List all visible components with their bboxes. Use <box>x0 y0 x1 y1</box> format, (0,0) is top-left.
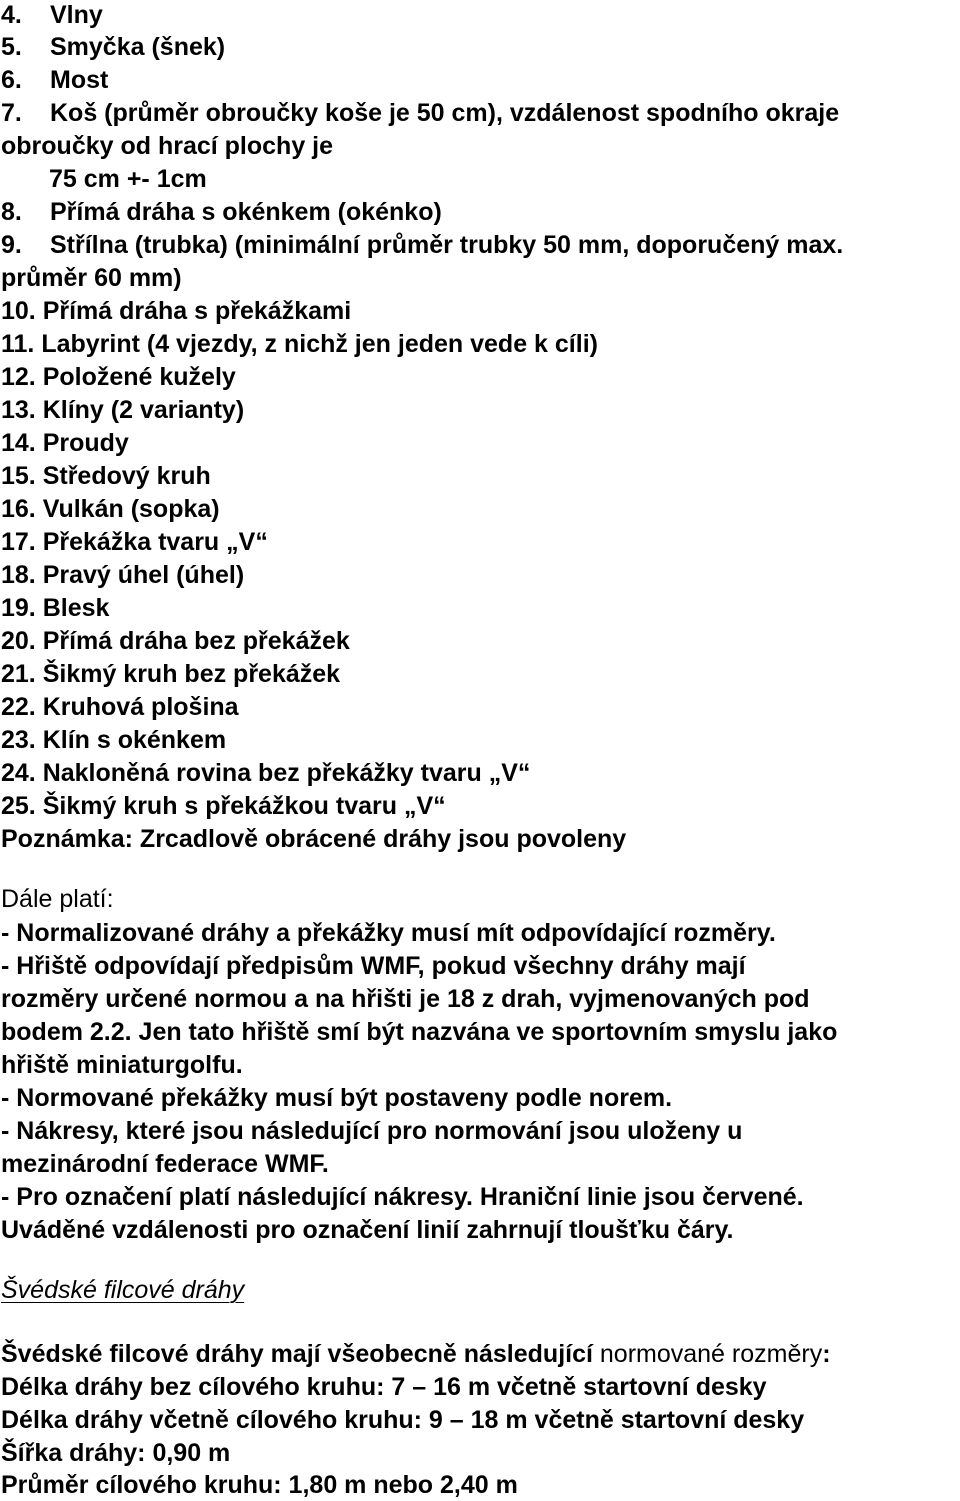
section-heading: Švédské filcové dráhy <box>1 1276 245 1304</box>
list-item-continuation: průměr 60 mm) <box>1 264 182 292</box>
rule-line: - Pro označení platí následující nákresy. Hraniční linie jsou červené. <box>1 1183 804 1211</box>
list-item: 12. Položené kužely <box>1 363 236 391</box>
list-item: 22. Kruhová plošina <box>1 693 239 721</box>
swedish-intro: Švédské filcové dráhy mají všeobecně následující normované rozměry: <box>1 1340 831 1368</box>
list-item: 17. Překážka tvaru „V“ <box>1 528 268 556</box>
rule-line: mezinárodní federace WMF. <box>1 1150 329 1178</box>
list-item: 7. Koš (průměr obroučky koše je 50 cm), vzdálenost spodního okraje <box>1 99 840 127</box>
list-item: 13. Klíny (2 varianty) <box>1 396 245 424</box>
spec-line: Průměr cílového kruhu: 1,80 m nebo 2,40 m <box>1 1471 518 1499</box>
rule-line: bodem 2.2. Jen tato hřiště smí být nazvána ve sportovním smyslu jako <box>1 1018 838 1046</box>
rule-line: - Nákresy, které jsou následující pro normování jsou uloženy u <box>1 1117 743 1145</box>
rule-line: - Normalizované dráhy a překážky musí mít odpovídající rozměry. <box>1 919 776 947</box>
rule-line: rozměry určené normou a na hřišti je 18 z drah, vyjmenovaných pod <box>1 985 810 1013</box>
rule-line: - Normované překážky musí být postaveny podle norem. <box>1 1084 673 1112</box>
spec-line: Délka dráhy včetně cílového kruhu: 9 – 18 m včetně startovní desky <box>1 1406 805 1434</box>
list-item: 15. Středový kruh <box>1 462 211 490</box>
rule-line: hřiště miniaturgolfu. <box>1 1051 243 1079</box>
list-item: 16. Vulkán (sopka) <box>1 495 220 523</box>
list-item: 14. Proudy <box>1 429 129 457</box>
further-heading: Dále platí: <box>1 885 114 913</box>
list-item: 8. Přímá dráha s okénkem (okénko) <box>1 198 442 226</box>
rule-line: Uváděné vzdálenosti pro označení linií zahrnují tloušťku čáry. <box>1 1216 734 1244</box>
list-item: 24. Nakloněná rovina bez překážky tvaru „V“ <box>1 759 531 787</box>
list-item: 6. Most <box>1 66 109 94</box>
list-item: 25. Šikmý kruh s překážkou tvaru „V“ <box>1 792 446 820</box>
note-text: Poznámka: Zrcadlově obrácené dráhy jsou povoleny <box>1 825 627 853</box>
list-item: 20. Přímá dráha bez překážek <box>1 627 350 655</box>
list-item: 4. Vlny <box>1 1 103 29</box>
list-item: 10. Přímá dráha s překážkami <box>1 297 352 325</box>
list-item: 23. Klín s okénkem <box>1 726 227 754</box>
list-item: 5. Smyčka (šnek) <box>1 33 226 61</box>
list-item-continuation: 75 cm +- 1cm <box>49 165 207 193</box>
spec-line: Šířka dráhy: 0,90 m <box>1 1439 231 1467</box>
list-item: 11. Labyrint (4 vjezdy, z nichž jen jeden vede k cíli) <box>1 330 598 358</box>
list-item: 19. Blesk <box>1 594 110 622</box>
spec-line: Délka dráhy bez cílového kruhu: 7 – 16 m včetně startovní desky <box>1 1373 767 1401</box>
rule-line: - Hřiště odpovídají předpisům WMF, pokud všechny dráhy mají <box>1 952 746 980</box>
list-item: 18. Pravý úhel (úhel) <box>1 561 245 589</box>
list-item: 21. Šikmý kruh bez překážek <box>1 660 341 688</box>
list-item-continuation: obroučky od hrací plochy je <box>1 132 334 160</box>
list-item: 9. Střílna (trubka) (minimální průměr trubky 50 mm, doporučený max. <box>1 231 844 259</box>
